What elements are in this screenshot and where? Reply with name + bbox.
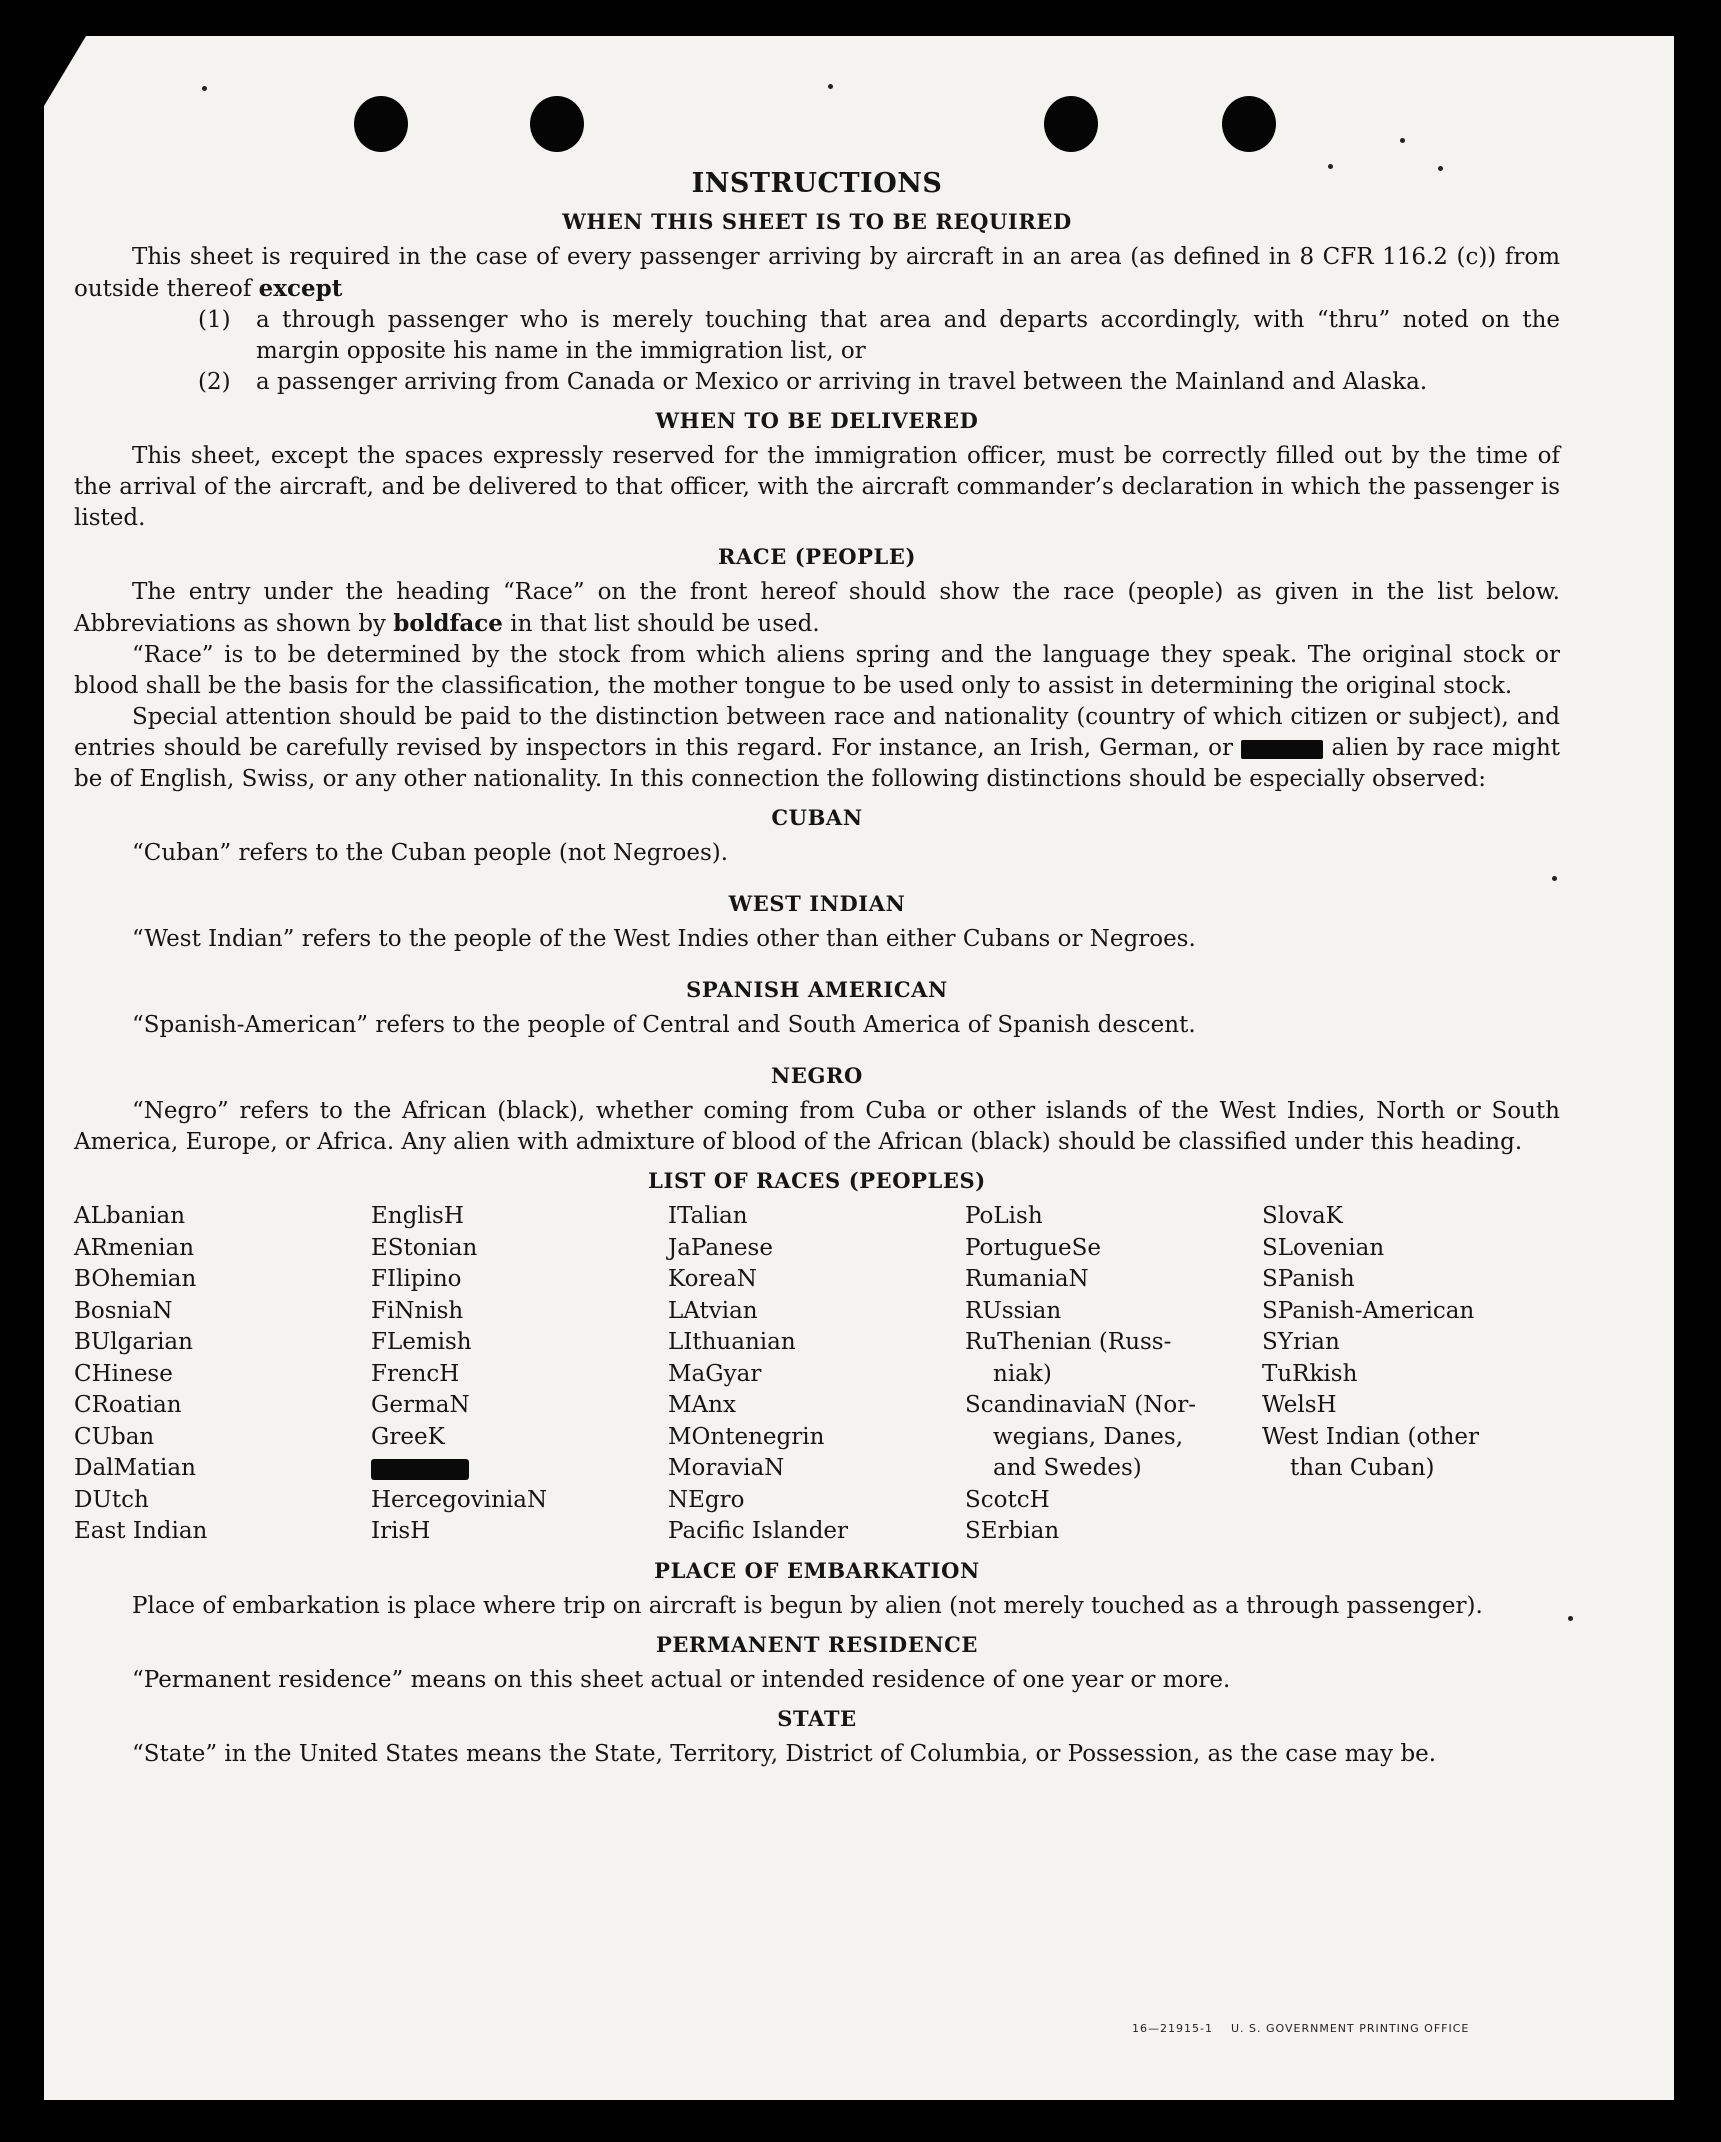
race-item: FLemish [371, 1329, 472, 1355]
document-sheet [44, 36, 1674, 2100]
race-item: FrencH [371, 1360, 460, 1387]
race-item: SPanish-American [1262, 1297, 1475, 1324]
speck [828, 84, 833, 89]
paragraph-embarkation: Place of embarkation is place where trip on aircraft is begun by alien (not merely touched as a through passenger). [132, 1592, 1483, 1619]
race-item: WelsH [1262, 1392, 1337, 1418]
races-column-1 [74, 1201, 371, 1548]
instructions-body [74, 168, 1560, 1770]
race-item: LIthuanian [668, 1329, 796, 1355]
paragraph-negro: “Negro” refers to the African (black), whether coming from Cuba or other islands of the West Indies, North or South America, Europe, or Africa. Any alien with admixture of blood of the African (black) should be classified under this heading. [74, 1098, 1560, 1155]
folded-corner [44, 36, 86, 106]
race-item: East Indian [74, 1518, 208, 1544]
heading-spanish-american: SPANISH AMERICAN [686, 977, 948, 1002]
race-item: DalMatian [74, 1455, 196, 1481]
paragraph-race-1: The entry under the heading “Race” on the front hereof should show the race (people) as given in the list below. Abbreviations as shown by boldface in that list should be used. [74, 579, 1560, 637]
race-item: ARmenian [74, 1234, 195, 1261]
race-item: SErbian [965, 1518, 1060, 1544]
race-item: HercegoviniaN [371, 1486, 548, 1513]
race-item: EStonian [371, 1234, 478, 1261]
race-item: MaGyar [668, 1360, 762, 1387]
race-item: LAtvian [668, 1297, 758, 1324]
paragraph-state: “State” in the United States means the State, Territory, District of Columbia, or Possession, as the case may be. [132, 1740, 1437, 1767]
paragraph-race-3: Special attention should be paid to the distinction between race and nationality (country of which citizen or subject), and entries should be carefully revised by inspectors in this regard. For instance, an Irish, German, or alien by race might be of English, Swiss, or any other nationality. In this connection the following distinctions should be especially observed: [74, 704, 1560, 792]
races-list [74, 1201, 1560, 1548]
race-item: MOntenegrin [668, 1423, 825, 1450]
heading-permanent-residence: PERMANENT RESIDENCE [655, 1631, 979, 1657]
punch-hole-2 [530, 96, 584, 152]
race-item: IrisH [371, 1518, 431, 1544]
race-item: PortugueSe [965, 1234, 1101, 1261]
race-item: ALbanian [74, 1203, 186, 1229]
paragraph-permanent-residence: “Permanent residence” means on this sheet actual or intended residence of one year or more. [132, 1666, 1231, 1693]
race-item: ScotcH [965, 1486, 1050, 1513]
heading-when-delivered: WHEN TO BE DELIVERED [655, 408, 979, 433]
race-item: BUlgarian [74, 1329, 193, 1355]
exception-item-2: (2) a passenger arriving from Canada or Mexico or arriving in travel between the Mainland and Alaska. [198, 369, 1428, 395]
printer-footer: 16—21915-1 U. S. GOVERNMENT PRINTING OFFICE [1132, 2022, 1470, 2035]
race-item: DUtch [74, 1486, 149, 1513]
punch-hole-3 [1044, 96, 1098, 152]
race-item: ScandinaviaN (Nor- [965, 1392, 1196, 1418]
paragraph-race-2: “Race” is to be determined by the stock from which aliens spring and the language they speak. The original stock or blood shall be the basis for the classification, the mother tongue to be used only to assist in determining the original stock. [74, 642, 1560, 699]
page-title: INSTRUCTIONS [691, 168, 943, 199]
race-item: CRoatian [74, 1392, 182, 1418]
heading-race: RACE (PEOPLE) [717, 544, 917, 569]
race-item: FiNnish [371, 1297, 464, 1324]
race-item: RumaniaN [965, 1266, 1089, 1292]
race-item: GermaN [371, 1392, 470, 1418]
paragraph-cuban: “Cuban” refers to the Cuban people (not Negroes). [132, 840, 729, 866]
race-item-continued: than Cuban) [1290, 1455, 1435, 1481]
race-item: PoLish [965, 1203, 1043, 1229]
race-item: FIlipino [371, 1266, 462, 1292]
race-item: BosniaN [74, 1297, 173, 1324]
exception-item-1: (1) a through passenger who is merely touching that area and departs accordingly, with “thru” noted on the margin opposite his name in the immigration list, or [198, 307, 1560, 364]
heading-races-list: LIST OF RACES (PEOPLES) [648, 1168, 986, 1193]
race-item: MAnx [668, 1392, 736, 1418]
race-item-continued: and Swedes) [993, 1455, 1142, 1481]
race-item: JaPanese [668, 1234, 773, 1261]
race-item: SYrian [1262, 1329, 1340, 1355]
race-item: MoraviaN [668, 1455, 785, 1481]
heading-cuban: CUBAN [771, 805, 863, 830]
heading-when-required: WHEN THIS SHEET IS TO BE REQUIRED [562, 209, 1072, 234]
race-item: SlovaK [1262, 1203, 1343, 1229]
race-item: CHinese [74, 1360, 173, 1387]
race-item: EnglisH [371, 1203, 464, 1229]
race-item: RuThenian (Russ- [965, 1329, 1172, 1355]
race-item: SPanish [1262, 1266, 1355, 1292]
punch-hole-4 [1222, 96, 1276, 152]
race-item: RUssian [965, 1297, 1062, 1324]
race-item: ITalian [668, 1203, 748, 1229]
race-item-redacted [371, 1453, 668, 1485]
paragraph-when-required: This sheet is required in the case of every passenger arriving by aircraft in an area (as defined in 8 CFR 116.2 (c)) from outside thereof except [74, 244, 1560, 302]
punch-hole-1 [354, 96, 408, 152]
race-item: CUban [74, 1423, 155, 1450]
races-column-3 [668, 1201, 965, 1548]
redaction-mark [1241, 740, 1323, 759]
race-item: NEgro [668, 1486, 745, 1513]
redaction-mark [371, 1459, 469, 1480]
heading-embarkation: PLACE OF EMBARKATION [654, 1557, 980, 1583]
race-item: KoreaN [668, 1266, 757, 1292]
race-item-continued: wegians, Danes, [993, 1423, 1184, 1450]
speck [1568, 1616, 1573, 1621]
races-column-4 [965, 1201, 1262, 1548]
race-item: West Indian (other [1262, 1423, 1480, 1450]
paragraph-when-delivered: This sheet, except the spaces expressly reserved for the immigration officer, must be correctly filled out by the time of the arrival of the aircraft, and be delivered to that officer, with the aircraft commander’s declaration in which the passenger is listed. [74, 443, 1560, 531]
race-item: Pacific Islander [668, 1518, 849, 1544]
paragraph-spanish-american: “Spanish-American” refers to the people of Central and South America of Spanish descent. [132, 1012, 1196, 1038]
race-item: BOhemian [74, 1266, 197, 1292]
heading-state: STATE [777, 1705, 857, 1731]
races-column-5 [1262, 1201, 1559, 1548]
race-item: GreeK [371, 1423, 445, 1450]
heading-negro: NEGRO [771, 1063, 863, 1088]
races-column-2 [371, 1201, 668, 1548]
speck [202, 86, 207, 91]
heading-west-indian: WEST INDIAN [728, 891, 906, 916]
race-item: SLovenian [1262, 1234, 1385, 1261]
speck [1400, 138, 1405, 143]
paragraph-west-indian: “West Indian” refers to the people of the West Indies other than either Cubans or Negroes. [132, 926, 1196, 952]
race-item: TuRkish [1262, 1360, 1358, 1387]
race-item-continued: niak) [993, 1360, 1052, 1387]
